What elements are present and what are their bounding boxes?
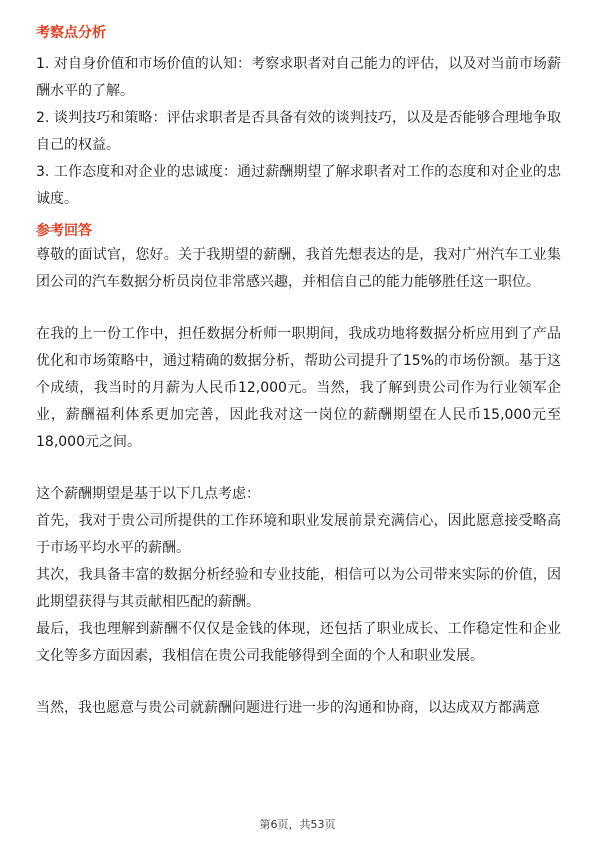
- answer-heading: 参考回答: [36, 223, 92, 239]
- spacer: [36, 456, 561, 481]
- spacer: [36, 670, 561, 695]
- analysis-heading: 考察点分析: [36, 25, 106, 41]
- analysis-item-2: 2. 谈判技巧和策略：评估求职者是否具备有效的谈判技巧，以及是否能够合理地争取自己的权益。: [36, 110, 561, 153]
- answer-paragraph-intro: 这个薪酬期望是基于以下几点考虑：: [36, 486, 260, 502]
- spacer: [36, 213, 561, 220]
- document-page: [36, 22, 561, 722]
- answer-paragraph-last: 最后，我也理解到薪酬不仅仅是金钱的体现，还包括了职业成长、工作稳定性和企业文化等多方面因素，我相信在贵公司我能够得到全面的个人和职业发展。: [36, 621, 561, 664]
- answer-paragraph-greeting: 尊敬的面试官，您好。关于我期望的薪酬，我首先想表达的是，我对广州汽车工业集团公司的汽车数据分析员岗位非常感兴趣，并相信自己的能力能够胜任这一职位。: [36, 247, 561, 290]
- answer-paragraph-first: 首先，我对于贵公司所提供的工作环境和职业发展前景充满信心，因此愿意接受略高于市场平均水平的薪酬。: [36, 513, 561, 556]
- analysis-item-3: 3. 工作态度和对企业的忠诚度：通过薪酬期望了解求职者对工作的态度和对企业的忠诚度。: [36, 164, 561, 207]
- answer-paragraph-second: 其次，我具备丰富的数据分析经验和专业技能，相信可以为公司带来实际的价值，因此期望获得与其贡献相匹配的薪酬。: [36, 567, 561, 610]
- page-number: 第6页，共53页: [259, 818, 336, 831]
- answer-paragraph-experience: 在我的上一份工作中，担任数据分析师一职期间，我成功地将数据分析应用到了产品优化和市场策略中，通过精确的数据分析，帮助公司提升了15%的市场份额。基于这个成绩，我当时的月薪为人民币12,000元。当然，我了解到贵公司作为行业领军企业，薪酬福利体系更加完善，因此我对这一岗位的薪酬期望在人民币15,000元至18,000元之间。: [36, 326, 561, 450]
- spacer: [36, 296, 561, 321]
- analysis-item-1: 1. 对自身价值和市场价值的认知：考察求职者对自己能力的评估，以及对当前市场薪酬水平的了解。: [36, 56, 561, 99]
- answer-paragraph-closing: 当然，我也愿意与贵公司就薪酬问题进行进一步的沟通和协商，以达成双方都满意: [36, 700, 540, 716]
- spacer: [36, 44, 561, 51]
